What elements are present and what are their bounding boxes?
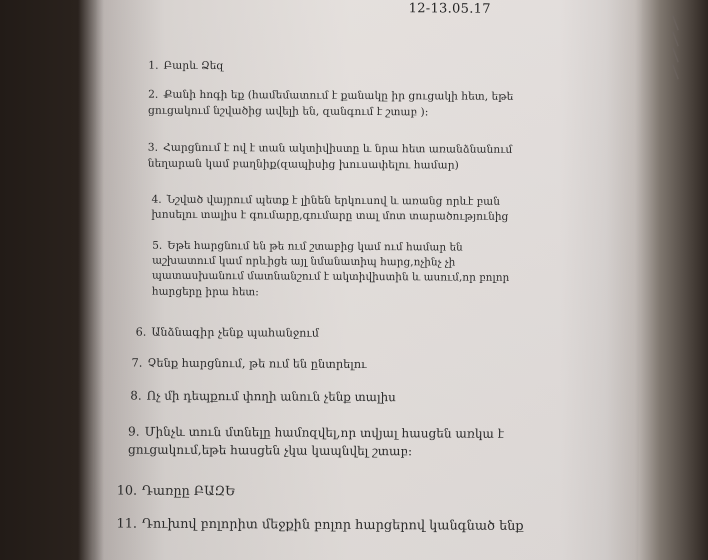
instruction-line (148, 58, 224, 74)
instruction-number: 9. (128, 424, 140, 439)
instruction-number: 10. (116, 483, 138, 499)
instruction-item (136, 325, 319, 342)
instruction-item (131, 355, 366, 373)
instruction-line (148, 155, 513, 173)
instruction-number: 5. (152, 239, 163, 252)
instruction-line (152, 284, 509, 301)
instruction-line (148, 140, 513, 158)
document-date: 12-13.05.17 (408, 1, 491, 17)
instruction-line (128, 441, 504, 461)
instruction-line (130, 388, 396, 407)
instruction-line (151, 208, 508, 226)
instruction-text: Եթե հարցնում են թե ում շտաբից կամ ում համար են (167, 239, 463, 254)
instruction-item (116, 515, 523, 536)
instruction-line (136, 325, 319, 342)
instruction-text: Մինչև տուն մտնելը համոզվել,որ տվյալ հասցեն առկա է (144, 424, 504, 441)
instruction-number: 8. (130, 388, 142, 403)
instruction-text: Դառըը ԲԱԶԵ (142, 483, 236, 500)
instruction-text: ցուցակում,եթե հասցեն չկա կապնվել շտաբ: (127, 442, 413, 458)
instruction-text: հարցերը իրա հետ: (151, 285, 259, 298)
instruction-text: Ոչ մի դեպքում փողի անուն չենք տալիս (146, 388, 396, 405)
instruction-number: 2. (148, 87, 159, 101)
instruction-item (152, 239, 510, 302)
instruction-number: 3. (147, 140, 159, 154)
instructions-list (93, 0, 642, 560)
instruction-item (151, 193, 508, 226)
instruction-text: ցուցակում նշվածից ավելի են, զանգում է շտաբ ): (148, 103, 429, 118)
instruction-number: 7. (131, 355, 143, 370)
instruction-number: 6. (135, 325, 147, 339)
instruction-line (148, 102, 513, 120)
instruction-line (128, 424, 504, 444)
scratch-marks: / / / / (666, 12, 685, 82)
instruction-text: Քանի հոգի եք (համեմատում է քանակը իր ցուցակի հետ, եթե (163, 87, 514, 103)
instruction-text: Չենք հարցնում, թե ում են ընտրելու (147, 355, 367, 371)
instruction-line (152, 269, 509, 286)
instruction-text: նեղարան կամ բաղնիք(զապիսից խուսափելու համար) (147, 156, 459, 172)
instruction-text: խոսելու տալիս է գումարը,գումարը տալ մոտ տարածությունից (151, 209, 509, 224)
instruction-text: Անձնագիր չենք պահանջում (151, 325, 320, 340)
instruction-item (117, 482, 236, 501)
instruction-number: 4. (151, 193, 162, 206)
instruction-line (148, 87, 513, 105)
instruction-text: Հարցնում է ով է տան ակտիվիստը և նրա հետ առանձնանում (162, 140, 513, 156)
instruction-line (117, 482, 236, 501)
instruction-number: 11. (116, 516, 138, 532)
instruction-text: աշխատում կամ որևիցե այլ նմանատիպ հարց,ոչինչ չի (152, 254, 456, 269)
instruction-line (131, 355, 366, 373)
instruction-number: 1. (148, 58, 159, 72)
instruction-item (130, 388, 396, 407)
instruction-line (116, 515, 523, 536)
instruction-item (148, 140, 513, 173)
instruction-text: Նշված վայրում պետք է լինեն երկուսով և առանց որևէ բան (166, 193, 501, 208)
instruction-text: Բարև Ձեզ (163, 58, 224, 73)
instruction-item (128, 424, 504, 461)
instruction-item (148, 87, 513, 120)
paper-sheet (93, 0, 642, 560)
instruction-text: Դուխով բոլորիտ մեջքին բոլոր հարցերով կանգնած ենք (141, 516, 524, 534)
instruction-text: պատասխանում մատնանշում է ակտիվիստին և ասում,որ բոլոր (151, 270, 510, 285)
instruction-item (148, 58, 224, 74)
